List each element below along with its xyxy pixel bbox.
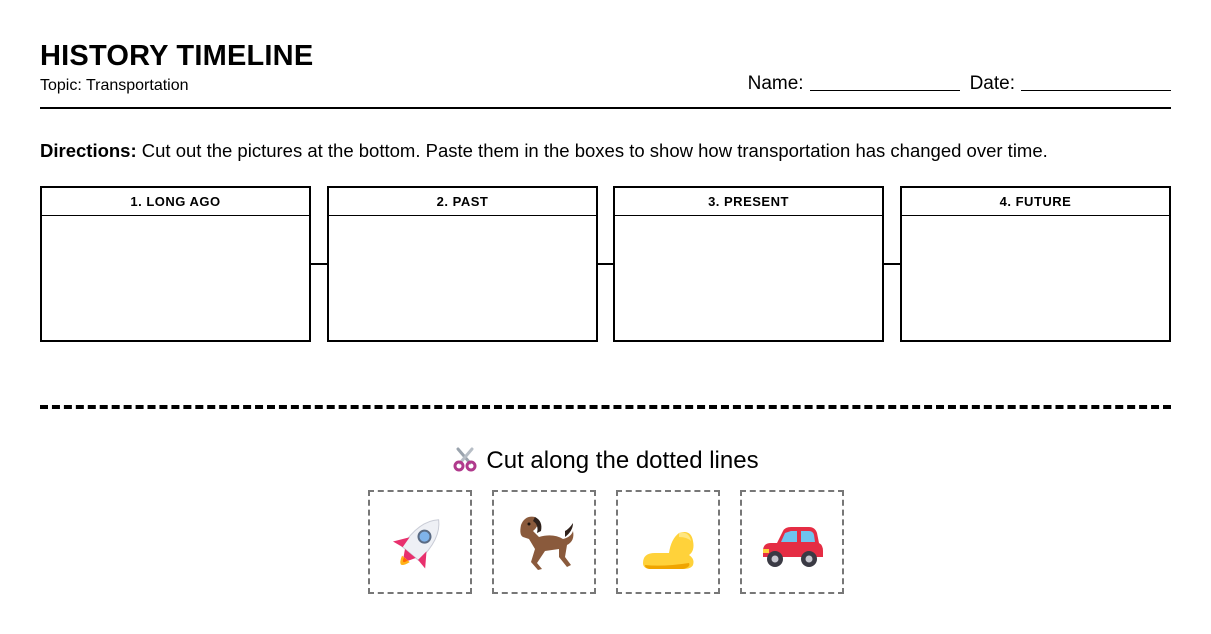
date-field (970, 73, 1171, 95)
date-label: Date: (969, 73, 1015, 94)
timeline-connector (598, 263, 614, 265)
timeline-connector (311, 263, 327, 265)
cutout-heading (40, 446, 1171, 475)
cut-line (40, 405, 1171, 409)
cutout-card-rocket[interactable] (368, 490, 472, 594)
blob-icon (633, 507, 703, 577)
name-blank-line (810, 90, 960, 91)
date-blank-line (1021, 90, 1171, 91)
directions (40, 140, 1048, 162)
name-date-fields (748, 73, 1171, 95)
timeline (40, 186, 1171, 342)
cutout-cards (368, 490, 844, 594)
directions-label: Directions: (40, 140, 137, 161)
page-title: HISTORY TIMELINE (40, 40, 314, 72)
cutout-card-blob[interactable] (616, 490, 720, 594)
timeline-box-long-ago (40, 186, 311, 342)
timeline-box-future (900, 186, 1171, 342)
timeline-connector (884, 263, 900, 265)
worksheet-header (40, 40, 1171, 109)
topic-label: Topic: Transportation (40, 77, 189, 94)
horse-icon (509, 507, 579, 577)
cutout-card-horse[interactable] (492, 490, 596, 594)
timeline-box-label: 4. FUTURE (902, 188, 1169, 216)
car-icon (757, 507, 827, 577)
scissors-icon (452, 446, 478, 472)
worksheet-page (40, 0, 1171, 634)
rocket-icon (385, 507, 455, 577)
timeline-box-label: 1. LONG AGO (42, 188, 309, 216)
name-label: Name: (747, 73, 804, 94)
directions-text: Cut out the pictures at the bottom. Paste them in the boxes to show how transportation has changed over time. (141, 140, 1048, 161)
timeline-box-present (613, 186, 884, 342)
timeline-box-label: 2. PAST (329, 188, 596, 216)
cutout-card-car[interactable] (740, 490, 844, 594)
timeline-box-past (327, 186, 598, 342)
cutout-heading-text: Cut along the dotted lines (486, 447, 759, 474)
name-field (748, 73, 960, 95)
timeline-box-label: 3. PRESENT (615, 188, 882, 216)
